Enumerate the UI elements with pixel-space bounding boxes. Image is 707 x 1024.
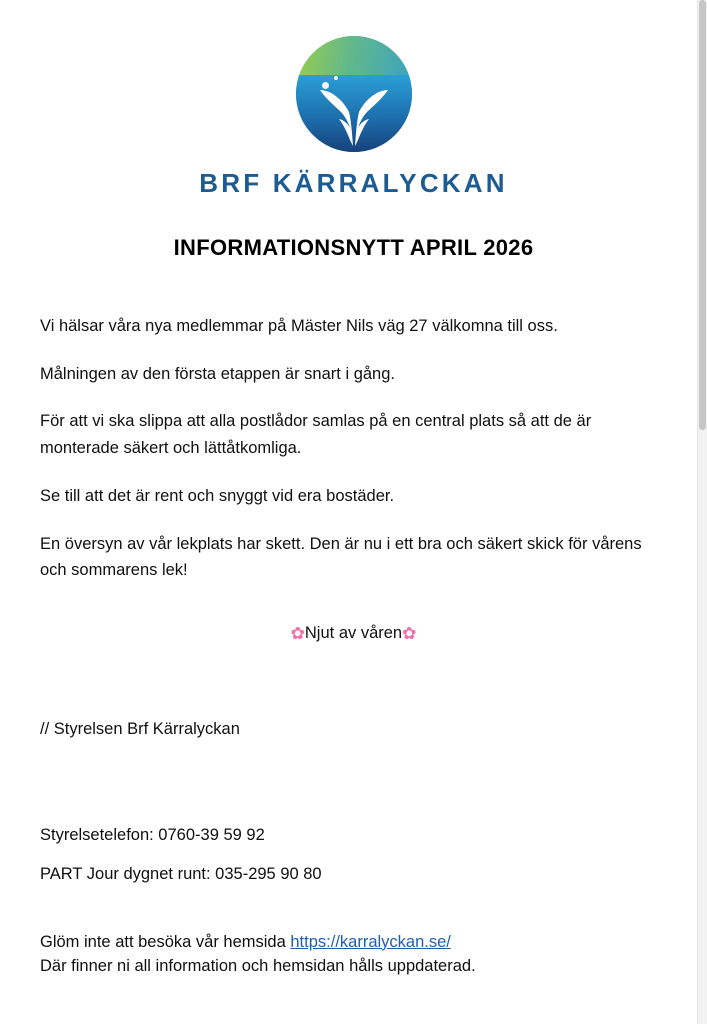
highlight-text: Njut av våren [304, 624, 403, 643]
document-body [40, 313, 667, 648]
paragraph: Se till att det är rent och snyggt vid era bostäder. [40, 486, 395, 505]
contact-board-phone: Styrelsetelefon: 0760-39 59 92 [40, 825, 265, 844]
website-line [40, 930, 667, 955]
contact-block [40, 823, 667, 888]
paragraph: För att vi ska slippa att alla postlådor samlas på en central plats så att de är monterade säkert och lättåtkomliga. [40, 412, 592, 458]
organization-name: BRF KÄRRALYCKAN [199, 168, 508, 198]
paragraph: Målningen av den första etappen är snart i gång. [40, 364, 395, 383]
paragraph: Vi hälsar våra nya medlemmar på Mäster Nils väg 27 välkomna till oss. [40, 317, 558, 335]
flower-icon-right: ✿ [402, 624, 417, 644]
website-link[interactable]: https://karralyckan.se/ [290, 932, 451, 951]
footer-block [40, 930, 667, 980]
logo-block [0, 0, 707, 199]
whale-tail-circle-logo-icon [296, 36, 412, 152]
vertical-scrollbar[interactable] [698, 0, 707, 1024]
contact-emergency-phone: PART Jour dygnet runt: 035-295 90 80 [40, 865, 322, 884]
flower-icon-left: ✿ [290, 624, 305, 644]
footer-note: Där finner ni all information och hemsidan hålls uppdaterad. [40, 957, 476, 976]
logo-bubble-small [334, 76, 338, 80]
paragraph: En översyn av vår lekplats har skett. Den är nu i ett bra och säkert skick för vårens och sommarens lek! [40, 534, 642, 580]
website-lead-text: Glöm inte att besöka vår hemsida [40, 932, 291, 951]
scrollbar-thumb[interactable] [699, 0, 706, 430]
signature: // Styrelsen Brf Kärralyckan [40, 719, 240, 738]
highlight-line [40, 620, 667, 648]
whale-tail-icon [317, 88, 391, 146]
page-title: INFORMATIONSNYTT APRIL 2026 [173, 235, 534, 260]
